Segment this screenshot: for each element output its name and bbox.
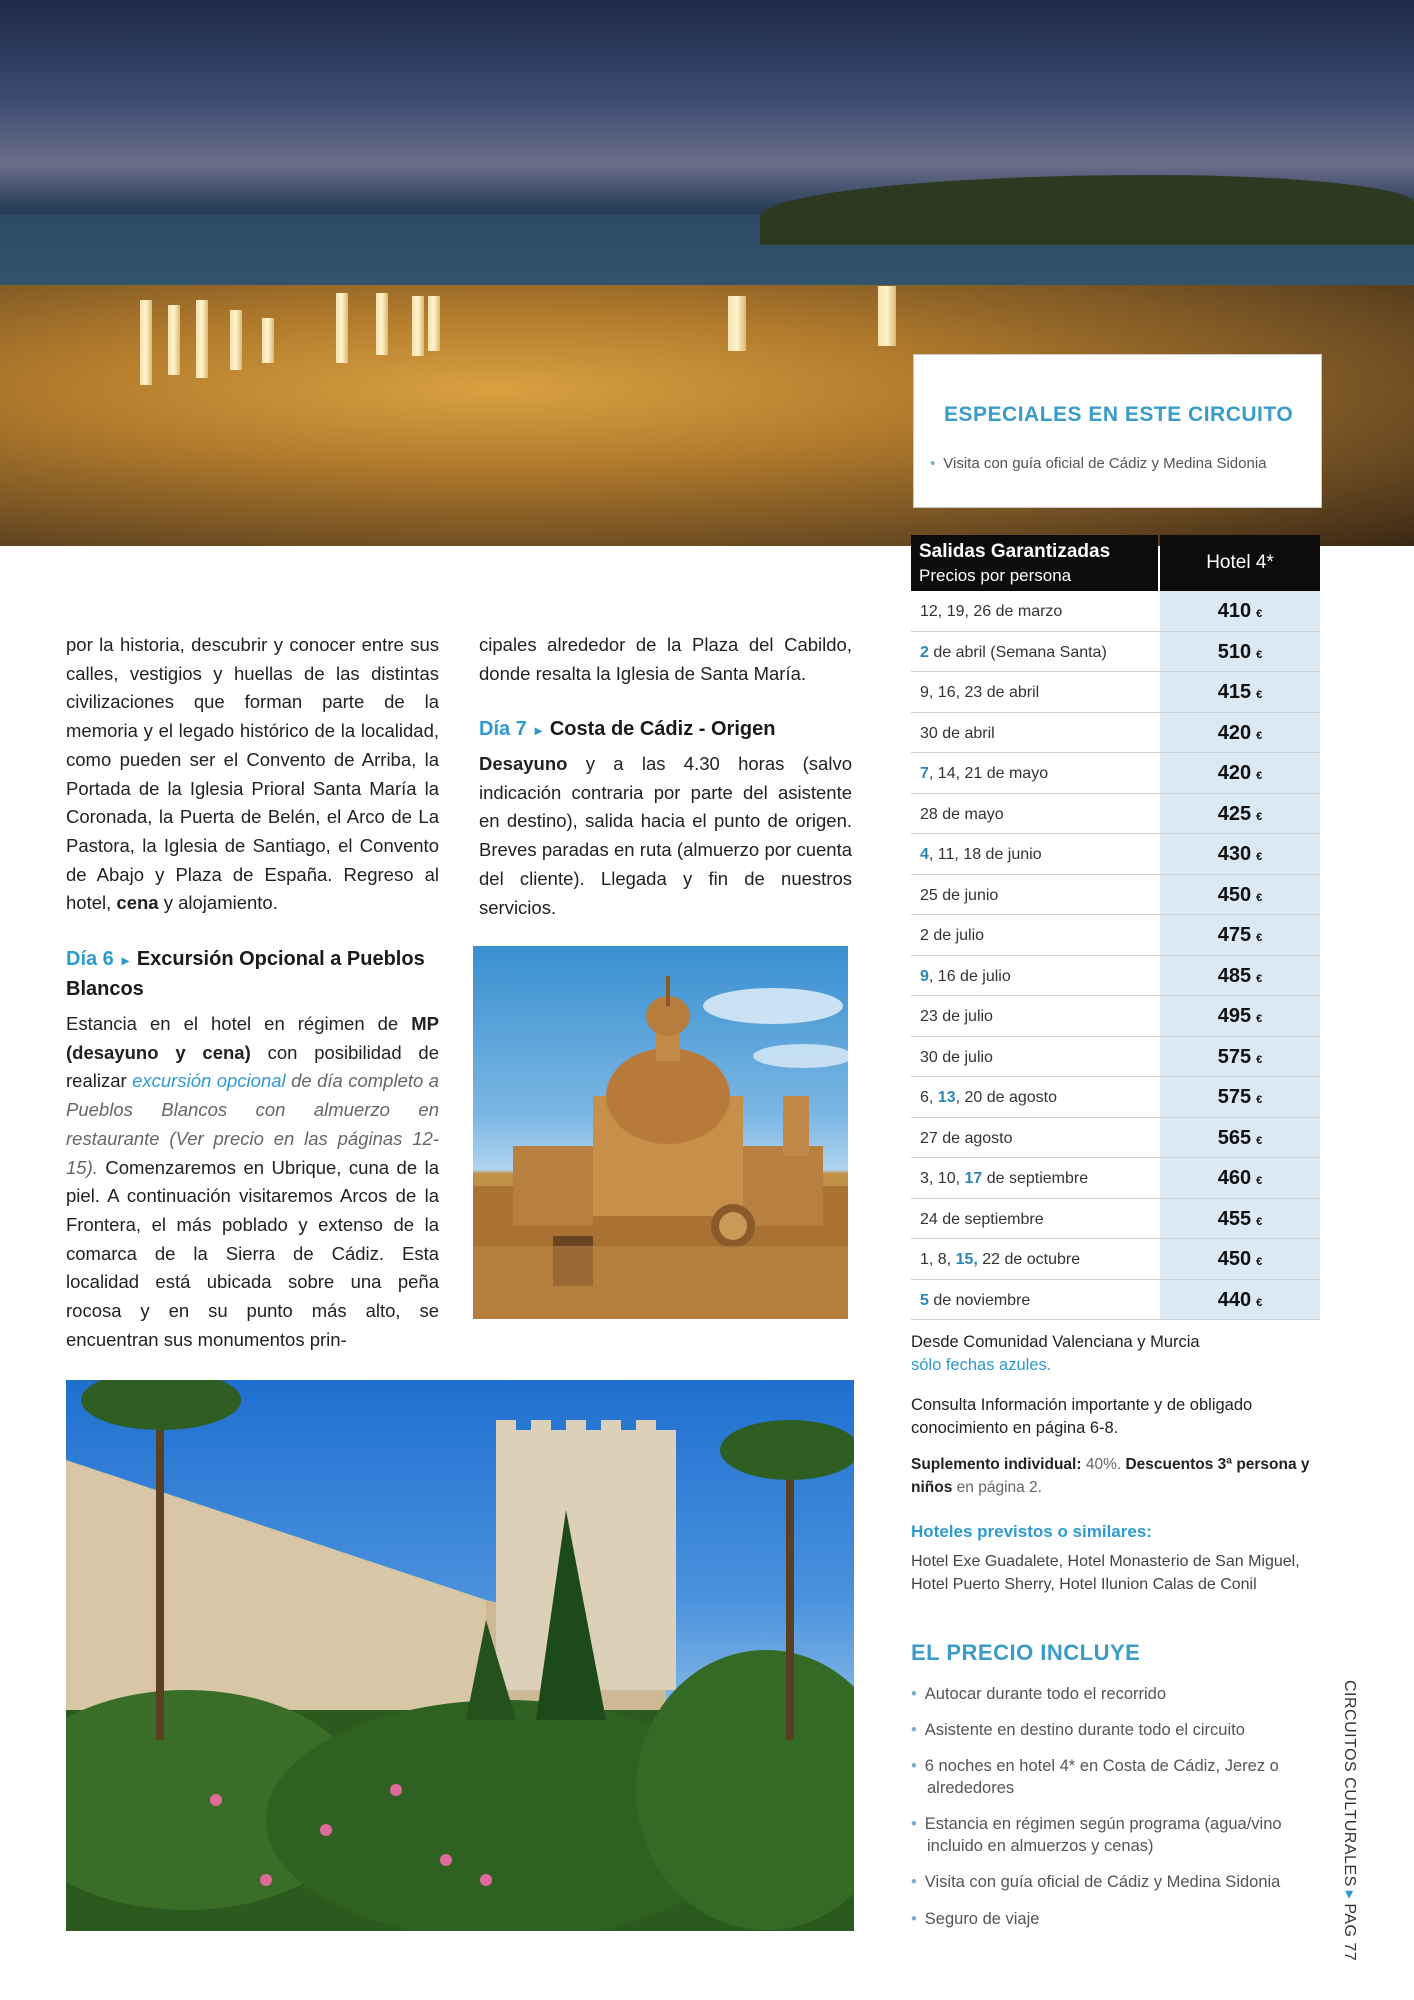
bullet-icon: • — [911, 1721, 917, 1739]
price-row — [911, 1077, 1320, 1118]
day-7-heading: Día 7 ▸ Costa de Cádiz - Origen — [479, 718, 776, 740]
price-row — [911, 1158, 1320, 1199]
includes-item: • Visita con guía oficial de Cádiz y Medina Sidonia — [911, 1873, 1281, 1891]
arrow-icon: ▸ — [534, 722, 542, 738]
day-7-text: Desayuno y a las 4.30 horas (salvo indicación contraria por parte del asistente en destino), salida hacia el punto de origen. Breves paradas en ruta (almuerzo por cuenta del cliente). Llegada y fin de nuestros servicios. — [479, 753, 852, 918]
ruin-column — [376, 293, 388, 355]
ruin-column — [878, 286, 896, 346]
price-row-date: 2 de abril (Semana Santa) — [920, 643, 1107, 661]
bullet-icon: • — [911, 1815, 917, 1833]
currency-symbol: € — [1256, 851, 1263, 863]
price-row-date: 30 de julio — [920, 1048, 993, 1066]
currency-symbol: € — [1256, 1296, 1263, 1309]
price-row-price: 450 € — [1160, 1239, 1320, 1279]
price-row-price: 455 € — [1160, 1199, 1320, 1239]
day-6-text: Estancia en el hotel en régimen de MP (desayuno y cena) con posibilidad de realizar excursión opcional de día completo a Pueblos Blancos con almuerzo en restaurante (Ver precio en las páginas 12-15). Comenzaremos en Ubrique, cuna de la piel. A continuación visitaremos Arcos de la Frontera, el más poblado y extenso de la comarca de la Sierra de Cádiz. Esta localidad está ubicada sobre una peña rocosa y en su punto más alto, se encuentran sus monumentos prin- — [66, 1013, 440, 1350]
currency-symbol: € — [1256, 689, 1263, 701]
price-table — [911, 535, 1320, 1320]
price-row — [911, 875, 1320, 916]
price-row-price: 510 € — [1160, 632, 1320, 672]
ruin-column — [140, 300, 152, 385]
price-row — [911, 1037, 1320, 1078]
ruin-column — [196, 300, 208, 378]
photo-cathedral — [473, 946, 848, 1319]
column-1-paragraph: por la historia, descubrir y conocer entre sus calles, vestigios y huellas de las distintas civilizaciones que forman parte de la memoria y el legado histórico de la localidad, como pueden ser el Convento de Arriba, la Portada de la Iglesia Prioral Santa María la Coronada, la Puerta de Belén, el Arco de La Pastora, la Iglesia de Santiago, el Convento de Abajo y Plaza de España. Regreso al hotel, cena y alojamiento. — [66, 634, 439, 914]
price-row — [911, 1199, 1320, 1240]
price-row-price: 430 € — [1160, 834, 1320, 874]
currency-symbol: € — [1256, 648, 1263, 661]
includes-item: • Asistente en destino durante todo el circuito — [911, 1721, 1245, 1739]
bullet-icon: • — [911, 1757, 917, 1775]
price-row-date: 2 de julio — [920, 927, 985, 944]
includes-item: • Autocar durante todo el recorrido — [911, 1685, 1167, 1703]
price-row — [911, 672, 1320, 713]
ruin-column — [428, 296, 440, 351]
price-row-price: 420 € — [1160, 753, 1320, 793]
column-2-paragraph: cipales alrededor de la Plaza del Cabildo, donde resalta la Iglesia de Santa María. — [479, 634, 852, 684]
currency-symbol: € — [1256, 1256, 1263, 1268]
includes-title: EL PRECIO INCLUYE — [911, 1640, 1141, 1665]
price-row-date: 30 de abril — [920, 724, 995, 742]
currency-symbol: € — [1256, 810, 1263, 823]
hero-headland — [760, 175, 1414, 245]
arrow-icon: ▸ — [1341, 1890, 1358, 1900]
price-row-price: 485 € — [1160, 956, 1320, 996]
price-row-date: 28 de mayo — [920, 805, 1004, 823]
price-row — [911, 1239, 1320, 1280]
price-row-price: 575 € — [1160, 1037, 1320, 1077]
price-row-date: 5 de noviembre — [920, 1291, 1031, 1309]
origin-note: Desde Comunidad Valenciana y Murcia sólo fechas azules. — [911, 1333, 1200, 1374]
price-row-date: 3, 10, 17 de septiembre — [920, 1170, 1089, 1187]
price-table-header — [911, 535, 1320, 591]
price-table-subtitle: Precios por persona — [919, 566, 1072, 585]
supplement-note: Suplemento individual: 40%. Descuentos 3ª persona y niños en página 2. — [911, 1456, 1310, 1496]
includes-item: • Seguro de viaje — [911, 1910, 1040, 1928]
currency-symbol: € — [1256, 932, 1263, 944]
price-row-price: 415 € — [1160, 672, 1320, 712]
price-row-date: 12, 19, 26 de marzo — [920, 603, 1063, 620]
currency-symbol: € — [1256, 972, 1263, 985]
currency-symbol: € — [1256, 729, 1263, 742]
price-row-price: 440 € — [1160, 1280, 1320, 1320]
price-row-date: 9, 16 de julio — [920, 967, 1011, 985]
ruin-column — [728, 296, 746, 351]
price-row — [911, 1118, 1320, 1159]
price-row-price: 475 € — [1160, 915, 1320, 955]
price-row-date: 24 de septiembre — [920, 1210, 1044, 1228]
currency-symbol: € — [1256, 1053, 1263, 1066]
price-row-date: 23 de julio — [920, 1008, 993, 1025]
currency-symbol: € — [1256, 770, 1263, 782]
price-row-date: 1, 8, 15, 22 de octubre — [920, 1251, 1081, 1268]
specials-item: • Visita con guía oficial de Cádiz y Medina Sidonia — [930, 455, 1267, 472]
ruin-column — [168, 305, 180, 375]
price-row-price: 420 € — [1160, 713, 1320, 753]
includes-item: • 6 noches en hotel 4* en Costa de Cádiz, Jerez o alrededores — [911, 1757, 1279, 1797]
price-row-price: 565 € — [1160, 1118, 1320, 1158]
price-row — [911, 713, 1320, 754]
specials-title: ESPECIALES EN ESTE CIRCUITO — [944, 403, 1294, 426]
hotels-title: Hoteles previstos o similares: — [911, 1522, 1152, 1541]
footer-page: PAG 77 — [1341, 1903, 1358, 1962]
price-row-price: 450 € — [1160, 875, 1320, 915]
info-note: Consulta Información importante y de obligado conocimiento en página 6-8. — [911, 1396, 1253, 1437]
hotels-list: Hotel Exe Guadalete, Hotel Monasterio de San Miguel, Hotel Puerto Sherry, Hotel Ilunion Calas de Conil — [911, 1553, 1300, 1593]
price-row — [911, 996, 1320, 1037]
bullet-icon: • — [911, 1685, 917, 1703]
price-row-date: 7, 14, 21 de mayo — [920, 765, 1049, 782]
photo-castle-walls — [66, 1380, 854, 1931]
price-table-title: Salidas Garantizadas — [919, 541, 1111, 562]
price-row-price: 425 € — [1160, 794, 1320, 834]
bullet-icon: • — [911, 1873, 917, 1891]
price-row — [911, 632, 1320, 673]
price-table-rows — [911, 591, 1320, 1320]
currency-symbol: € — [1256, 608, 1263, 620]
price-row-price: 460 € — [1160, 1158, 1320, 1198]
price-row — [911, 794, 1320, 835]
bullet-icon: • — [930, 455, 936, 472]
price-row — [911, 1280, 1320, 1321]
cathedral-illustration — [473, 946, 848, 1319]
price-table-hotel-column: Hotel 4* — [1160, 535, 1320, 591]
footer-section: CIRCUITOS CULTURALES — [1341, 1680, 1358, 1887]
price-row-price: 495 € — [1160, 996, 1320, 1036]
includes-item: • Estancia en régimen según programa (agua/vino incluido en almuerzos y cenas) — [911, 1815, 1282, 1855]
price-row-date: 27 de agosto — [920, 1129, 1013, 1147]
price-row — [911, 915, 1320, 956]
price-row-date: 6, 13, 20 de agosto — [920, 1089, 1058, 1106]
currency-symbol: € — [1256, 1013, 1263, 1025]
currency-symbol: € — [1256, 1175, 1263, 1187]
ruin-column — [336, 293, 348, 363]
currency-symbol: € — [1256, 1094, 1263, 1106]
bullet-icon: • — [911, 1910, 917, 1928]
price-row-price: 575 € — [1160, 1077, 1320, 1117]
castle-illustration — [66, 1380, 854, 1931]
day-6-heading: Día 6 ▸ Excursión Opcional a Pueblos Blancos — [66, 948, 425, 1000]
price-row-price: 410 € — [1160, 591, 1320, 631]
arrow-icon: ▸ — [121, 952, 129, 968]
price-row-date: 25 de junio — [920, 886, 999, 904]
ruin-column — [412, 296, 424, 356]
currency-symbol: € — [1256, 1134, 1263, 1147]
price-row-date: 9, 16, 23 de abril — [920, 684, 1040, 701]
currency-symbol: € — [1256, 1215, 1263, 1228]
price-row — [911, 591, 1320, 632]
currency-symbol: € — [1256, 891, 1263, 904]
price-row — [911, 834, 1320, 875]
specials-box — [913, 354, 1322, 508]
price-row — [911, 753, 1320, 794]
price-table-header-left — [911, 535, 1158, 591]
price-row — [911, 956, 1320, 997]
ruin-column — [230, 310, 242, 370]
price-row-date: 4, 11, 18 de junio — [920, 846, 1042, 863]
page-footer — [1330, 1680, 1370, 1962]
ruin-column — [262, 318, 274, 363]
